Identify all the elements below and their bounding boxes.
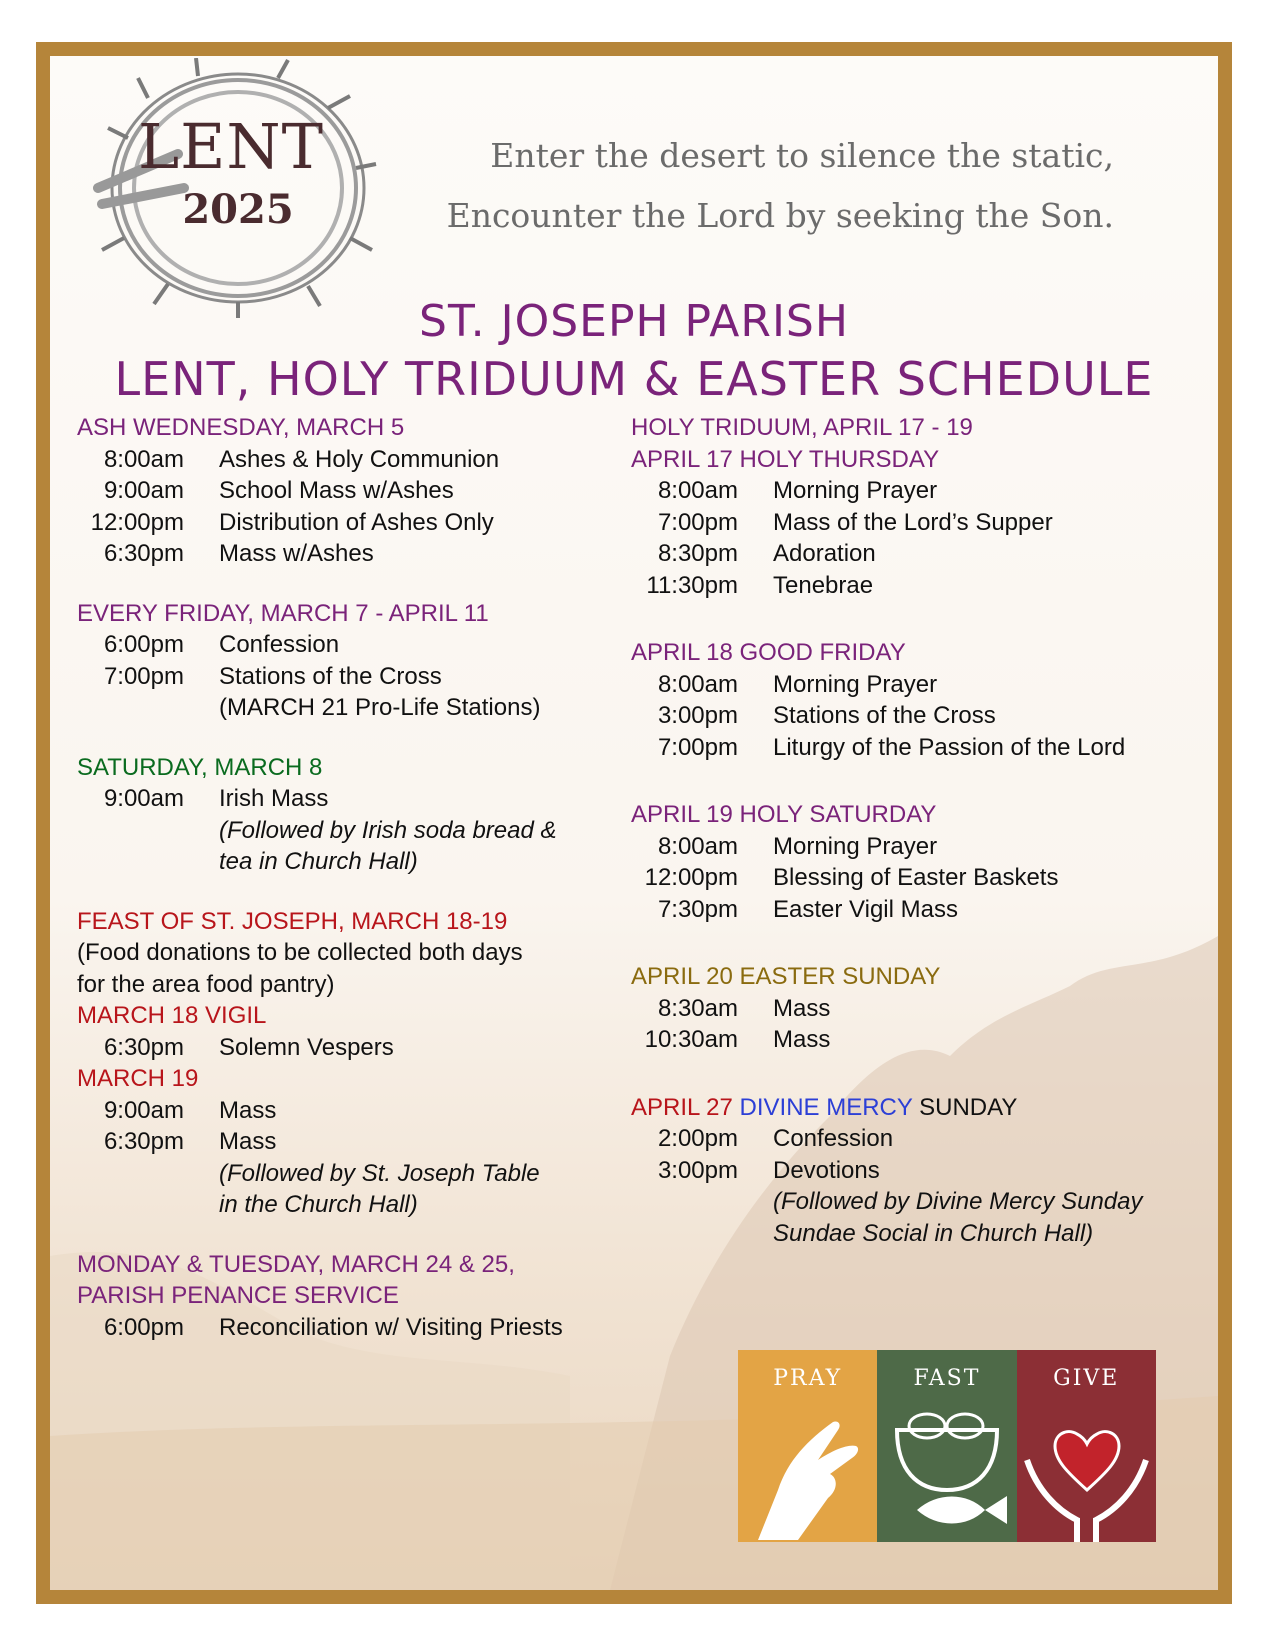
event: Blessing of Easter Baskets	[773, 864, 1059, 891]
event: School Mass w/Ashes	[219, 477, 454, 504]
schedule-row	[77, 1095, 617, 1127]
saturday-section	[77, 752, 617, 878]
time: 8:00am	[103, 445, 184, 473]
penance-section	[77, 1249, 617, 1344]
give-panel	[1017, 1350, 1156, 1542]
praying-hands-icon	[738, 1400, 877, 1542]
section-title: PARISH PENANCE SERVICE	[77, 1282, 399, 1309]
schedule-row	[77, 629, 617, 661]
schedule-heading: LENT, HOLY TRIDUUM & EASTER SCHEDULE	[114, 352, 1154, 406]
event: Reconciliation w/ Visiting Priests	[219, 1313, 563, 1341]
event: Mass	[219, 1096, 277, 1124]
event: Morning Prayer	[773, 477, 938, 504]
event: Confession	[219, 631, 340, 658]
section-title-date: APRIL 27	[631, 1093, 733, 1121]
good-friday-section	[631, 637, 1201, 763]
event: Mass of the Lord’s Supper	[773, 508, 1053, 536]
loaves-and-fish-icon	[877, 1400, 1016, 1542]
schedule-row	[631, 1024, 1201, 1056]
time: 7:00pm	[657, 508, 738, 536]
time: 6:30pm	[103, 1128, 184, 1155]
pray-fast-give-graphic	[738, 1350, 1156, 1542]
event: Morning Prayer	[773, 670, 938, 698]
schedule-row	[631, 507, 1201, 539]
schedule-row	[77, 538, 617, 570]
tagline-line-2: Encounter the Lord by seeking the Son.	[446, 196, 1114, 235]
section-title: APRIL 18 GOOD FRIDAY	[631, 639, 906, 666]
schedule-row	[631, 669, 1201, 701]
event: Devotions	[773, 1156, 880, 1184]
schedule-row	[77, 1126, 617, 1158]
holy-saturday-section	[631, 799, 1201, 925]
section-title: SATURDAY, MARCH 8	[77, 753, 323, 781]
event: Mass	[773, 994, 831, 1022]
section-title-day: SUNDAY	[919, 1093, 1018, 1121]
event: Irish Mass	[219, 785, 329, 812]
time: 8:00am	[657, 832, 738, 860]
time: 7:30pm	[657, 895, 738, 923]
pray-panel	[738, 1350, 877, 1542]
time: 3:00pm	[657, 1156, 738, 1184]
schedule-row	[631, 862, 1201, 894]
time: 6:00pm	[103, 631, 184, 658]
hands-holding-heart-icon	[1017, 1400, 1156, 1542]
time: 8:30pm	[657, 540, 738, 567]
schedule-row	[77, 475, 617, 507]
event: Easter Vigil Mass	[773, 895, 958, 923]
schedule-row	[77, 1032, 617, 1064]
pray-label: PRAY	[773, 1366, 843, 1391]
note-row	[77, 692, 617, 724]
event-note: in the Church Hall)	[219, 1191, 418, 1218]
time: 6:30pm	[103, 540, 184, 567]
tagline-line-1: Enter the desert to silence the static,	[490, 136, 1114, 175]
divine-mercy-section	[631, 1092, 1201, 1250]
time: 8:00am	[657, 670, 738, 698]
schedule-row	[631, 700, 1201, 732]
page-frame	[36, 42, 1232, 1604]
section-title: MONDAY & TUESDAY, MARCH 24 & 25,	[77, 1250, 515, 1278]
time: 6:00pm	[103, 1313, 184, 1341]
event-note: (Followed by Irish soda bread &	[219, 816, 557, 844]
easter-sunday-section	[631, 961, 1201, 1056]
time: 11:30pm	[646, 571, 738, 599]
event: Confession	[773, 1125, 894, 1152]
event: Tenebrae	[773, 571, 874, 599]
section-title: APRIL 19 HOLY SATURDAY	[631, 801, 937, 828]
time: 9:00am	[103, 477, 184, 504]
event-note: (Followed by St. Joseph Table	[219, 1159, 540, 1187]
section-title: FEAST OF ST. JOSEPH, MARCH 18-19	[77, 907, 508, 935]
time: 8:00am	[657, 477, 738, 504]
time: 3:00pm	[657, 702, 738, 729]
time: 2:00pm	[657, 1125, 738, 1152]
event-note: Sundae Social in Church Hall)	[773, 1219, 1094, 1247]
lent-badge-title: LENT	[137, 110, 325, 183]
fridays-section	[77, 598, 617, 724]
schedule-row	[77, 783, 617, 815]
schedule-row	[631, 475, 1201, 507]
note-row	[631, 1186, 1201, 1218]
schedule-row	[631, 570, 1201, 602]
section-title-feast: DIVINE MERCY	[739, 1093, 913, 1121]
section-description: for the area food pantry)	[77, 970, 335, 998]
time: 8:30am	[657, 994, 738, 1022]
time: 12:00pm	[644, 864, 738, 891]
parish-heading: ST. JOSEPH PARISH	[419, 296, 849, 347]
section-description: (Food donations to be collected both days	[77, 939, 523, 966]
triduum-section	[631, 412, 1201, 601]
right-column	[631, 412, 1201, 1277]
subsection-title: APRIL 17 HOLY THURSDAY	[631, 445, 940, 473]
time: 7:00pm	[657, 733, 738, 761]
section-title: HOLY TRIDUUM, APRIL 17 - 19	[631, 414, 973, 441]
schedule-row	[631, 538, 1201, 570]
event: Stations of the Cross	[219, 662, 442, 690]
note-row	[77, 1189, 617, 1221]
event-note: tea in Church Hall)	[219, 848, 418, 875]
lent-badge-year: 2025	[182, 186, 294, 233]
event: Distribution of Ashes Only	[219, 508, 494, 536]
schedule-row	[77, 507, 617, 539]
event: Stations of the Cross	[773, 702, 996, 729]
left-column	[77, 412, 617, 1371]
section-title: EVERY FRIDAY, MARCH 7 - APRIL 11	[77, 599, 489, 627]
fast-panel	[877, 1350, 1016, 1542]
schedule-row	[631, 1123, 1201, 1155]
schedule-row	[77, 444, 617, 476]
fast-label: FAST	[913, 1366, 981, 1391]
event: Adoration	[773, 540, 876, 567]
schedule-row	[631, 831, 1201, 863]
event: Liturgy of the Passion of the Lord	[773, 733, 1126, 761]
time: 6:30pm	[103, 1033, 184, 1061]
event: Mass w/Ashes	[219, 540, 374, 567]
event: Mass	[219, 1128, 277, 1155]
note-row	[631, 1218, 1201, 1250]
give-label: GIVE	[1053, 1366, 1120, 1391]
schedule-row	[77, 1312, 617, 1344]
event-note: (Followed by Divine Mercy Sunday	[773, 1188, 1143, 1215]
schedule-row	[631, 1155, 1201, 1187]
event: Ashes & Holy Communion	[219, 445, 500, 473]
section-title: APRIL 20 EASTER SUNDAY	[631, 963, 941, 990]
time: 12:00pm	[90, 508, 184, 536]
schedule-row	[631, 732, 1201, 764]
section-title	[631, 1092, 1201, 1124]
time: 10:30am	[644, 1026, 738, 1053]
note-row	[77, 1158, 617, 1190]
st-joseph-feast-section	[77, 906, 617, 1221]
time: 9:00am	[103, 1096, 184, 1124]
event: Mass	[773, 1026, 831, 1053]
section-title: ASH WEDNESDAY, MARCH 5	[77, 414, 405, 441]
schedule-row	[77, 661, 617, 693]
time: 7:00pm	[103, 662, 184, 690]
event-note: (MARCH 21 Pro-Life Stations)	[219, 694, 541, 721]
schedule-row	[631, 993, 1201, 1025]
schedule-row	[631, 894, 1201, 926]
ash-wednesday-section	[77, 412, 617, 570]
event: Solemn Vespers	[219, 1033, 394, 1061]
event: Morning Prayer	[773, 832, 938, 860]
subsection-title: MARCH 18 VIGIL	[77, 1002, 267, 1029]
note-row	[77, 846, 617, 878]
time: 9:00am	[103, 785, 184, 812]
note-row	[77, 815, 617, 847]
subsection-title: MARCH 19	[77, 1065, 199, 1092]
